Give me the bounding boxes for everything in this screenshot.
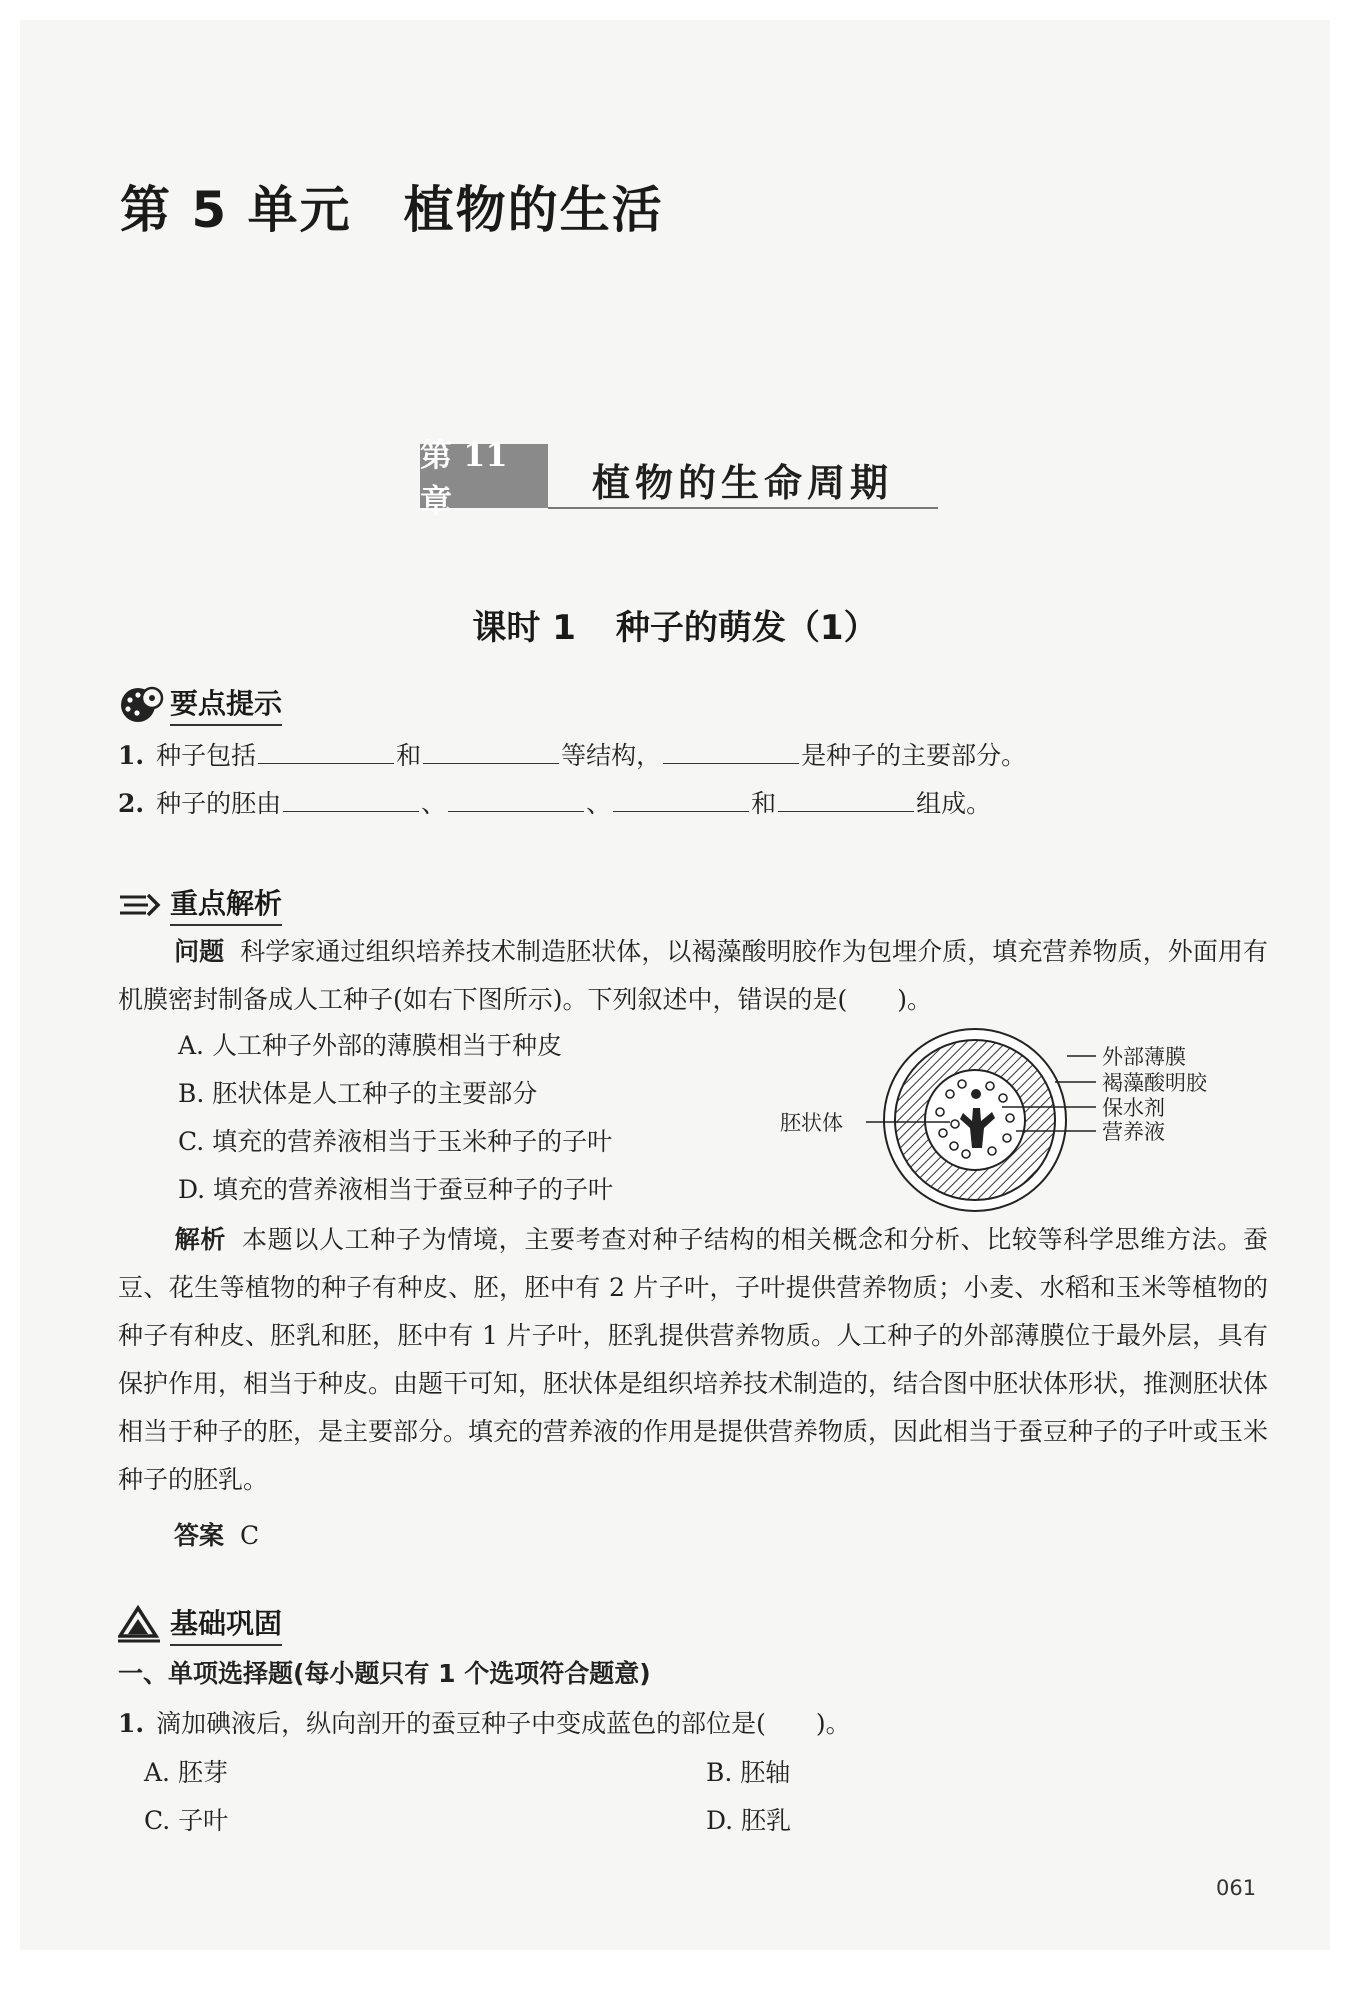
fill-blank[interactable] <box>613 785 749 812</box>
q1-option-c: C. 子叶 <box>144 1806 229 1835</box>
analysis-explanation <box>118 1216 1268 1504</box>
key-point-2 <box>118 784 991 824</box>
q1-option-a: A. 胚芽 <box>144 1758 228 1787</box>
fill-blank[interactable] <box>283 785 419 812</box>
answer-tag: 答案 <box>174 1521 225 1550</box>
q1-option-d: D. 胚乳 <box>706 1806 792 1835</box>
lesson-title <box>20 600 1330 649</box>
chapter-badge: 第 11 章 <box>420 444 548 508</box>
workbook-page <box>20 20 1330 1950</box>
question-1-text: 滴加碘液后，纵向剖开的蚕豆种子中变成蓝色的部位是( )。 <box>156 1709 851 1738</box>
key-point-text: 等结构， <box>561 741 662 770</box>
fill-blank[interactable] <box>663 737 799 764</box>
key-point-text: 是种子的主要部分。 <box>801 741 1027 770</box>
unit-title <box>120 170 664 242</box>
label-water-retainer: 保水剂 <box>1102 1096 1165 1120</box>
key-point-text: 种子的胚由 <box>156 789 282 818</box>
palette-icon <box>118 684 164 724</box>
key-point-1-number: 1. <box>118 741 145 770</box>
analysis-heading <box>118 882 282 926</box>
fill-blank[interactable] <box>258 737 394 764</box>
answer-value: C <box>240 1521 260 1550</box>
question-1 <box>118 1704 851 1744</box>
list-arrow-icon <box>118 884 164 924</box>
question-1-number: 1. <box>118 1709 145 1738</box>
chapter-header <box>420 436 940 520</box>
artificial-seed-diagram <box>780 1020 1280 1220</box>
key-point-2-number: 2. <box>118 789 145 818</box>
fill-blank[interactable] <box>423 737 559 764</box>
question-tag: 问题 <box>174 937 225 966</box>
explain-text: 本题以人工种子为情境，主要考查对种子结构的相关概念和分析、比较等科学思维方法。蚕豆、花生等植物的种子有种皮、胚，胚中有 2 片子叶，子叶提供营养物质；小麦、水稻和玉米等植物的种子有种皮、胚乳和胚，胚中有 1 片子叶，胚乳提供营养物质。人工种子的外部薄膜位于最外层，具有保护作用，相当于种皮。由题干可知，胚状体是组织培养技术制造的，结合图中胚状体形状，推测胚状体相当于种子的胚，是主要部分。填充的营养液的作用是提供营养物质，因此相当于蚕豆种子的子叶或玉米种子的胚乳。 <box>118 1225 1269 1494</box>
analysis-question <box>118 928 1268 1024</box>
page-number: 061 <box>1216 1876 1257 1900</box>
fill-blank[interactable] <box>778 785 914 812</box>
question-text: 科学家通过组织培养技术制造胚状体，以褐藻酸明胶作为包埋介质，填充营养物质，外面用有机膜密封制备成人工种子(如右下图所示)。下列叙述中，错误的是( )。 <box>118 937 1268 1014</box>
key-points-label: 要点提示 <box>170 682 282 726</box>
chapter-underline <box>548 507 938 509</box>
key-points-heading <box>118 682 282 726</box>
explain-tag: 解析 <box>174 1225 226 1254</box>
question-type-title: 一、单项选择题(每小题只有 1 个选项符合题意) <box>118 1659 651 1688</box>
key-point-text: 和 <box>396 741 422 770</box>
unit-name: 植物的生活 <box>403 181 664 239</box>
option-d: D. 填充的营养液相当于蚕豆种子的子叶 <box>178 1175 614 1204</box>
label-alginate-gel: 褐藻酸明胶 <box>1102 1071 1207 1095</box>
key-point-1 <box>118 736 1026 776</box>
key-point-text: 组成。 <box>916 789 992 818</box>
option-c: C. 填充的营养液相当于玉米种子的子叶 <box>178 1127 613 1156</box>
key-point-text: 和 <box>751 789 777 818</box>
q1-option-b: B. 胚轴 <box>706 1758 791 1787</box>
triangle-layers-icon <box>118 1604 164 1644</box>
fill-blank[interactable] <box>448 785 584 812</box>
label-outer-membrane: 外部薄膜 <box>1102 1045 1186 1069</box>
basics-label: 基础巩固 <box>170 1602 282 1646</box>
lesson-label: 课时 1 <box>472 608 576 648</box>
answer-line <box>174 1516 259 1556</box>
option-b: B. 胚状体是人工种子的主要部分 <box>178 1079 538 1108</box>
unit-label: 第 5 单元 <box>120 181 352 239</box>
lesson-name: 种子的萌发（1） <box>615 608 878 648</box>
basics-heading <box>118 1602 282 1646</box>
label-embryoid: 胚状体 <box>780 1111 843 1135</box>
label-nutrient-solution: 营养液 <box>1102 1120 1165 1144</box>
chapter-title: 植物的生命周期 <box>592 460 894 505</box>
option-a: A. 人工种子外部的薄膜相当于种皮 <box>178 1031 562 1060</box>
key-point-text: 、 <box>421 789 447 818</box>
key-point-text: 种子包括 <box>156 741 257 770</box>
key-point-text: 、 <box>586 789 612 818</box>
analysis-label: 重点解析 <box>170 882 282 926</box>
